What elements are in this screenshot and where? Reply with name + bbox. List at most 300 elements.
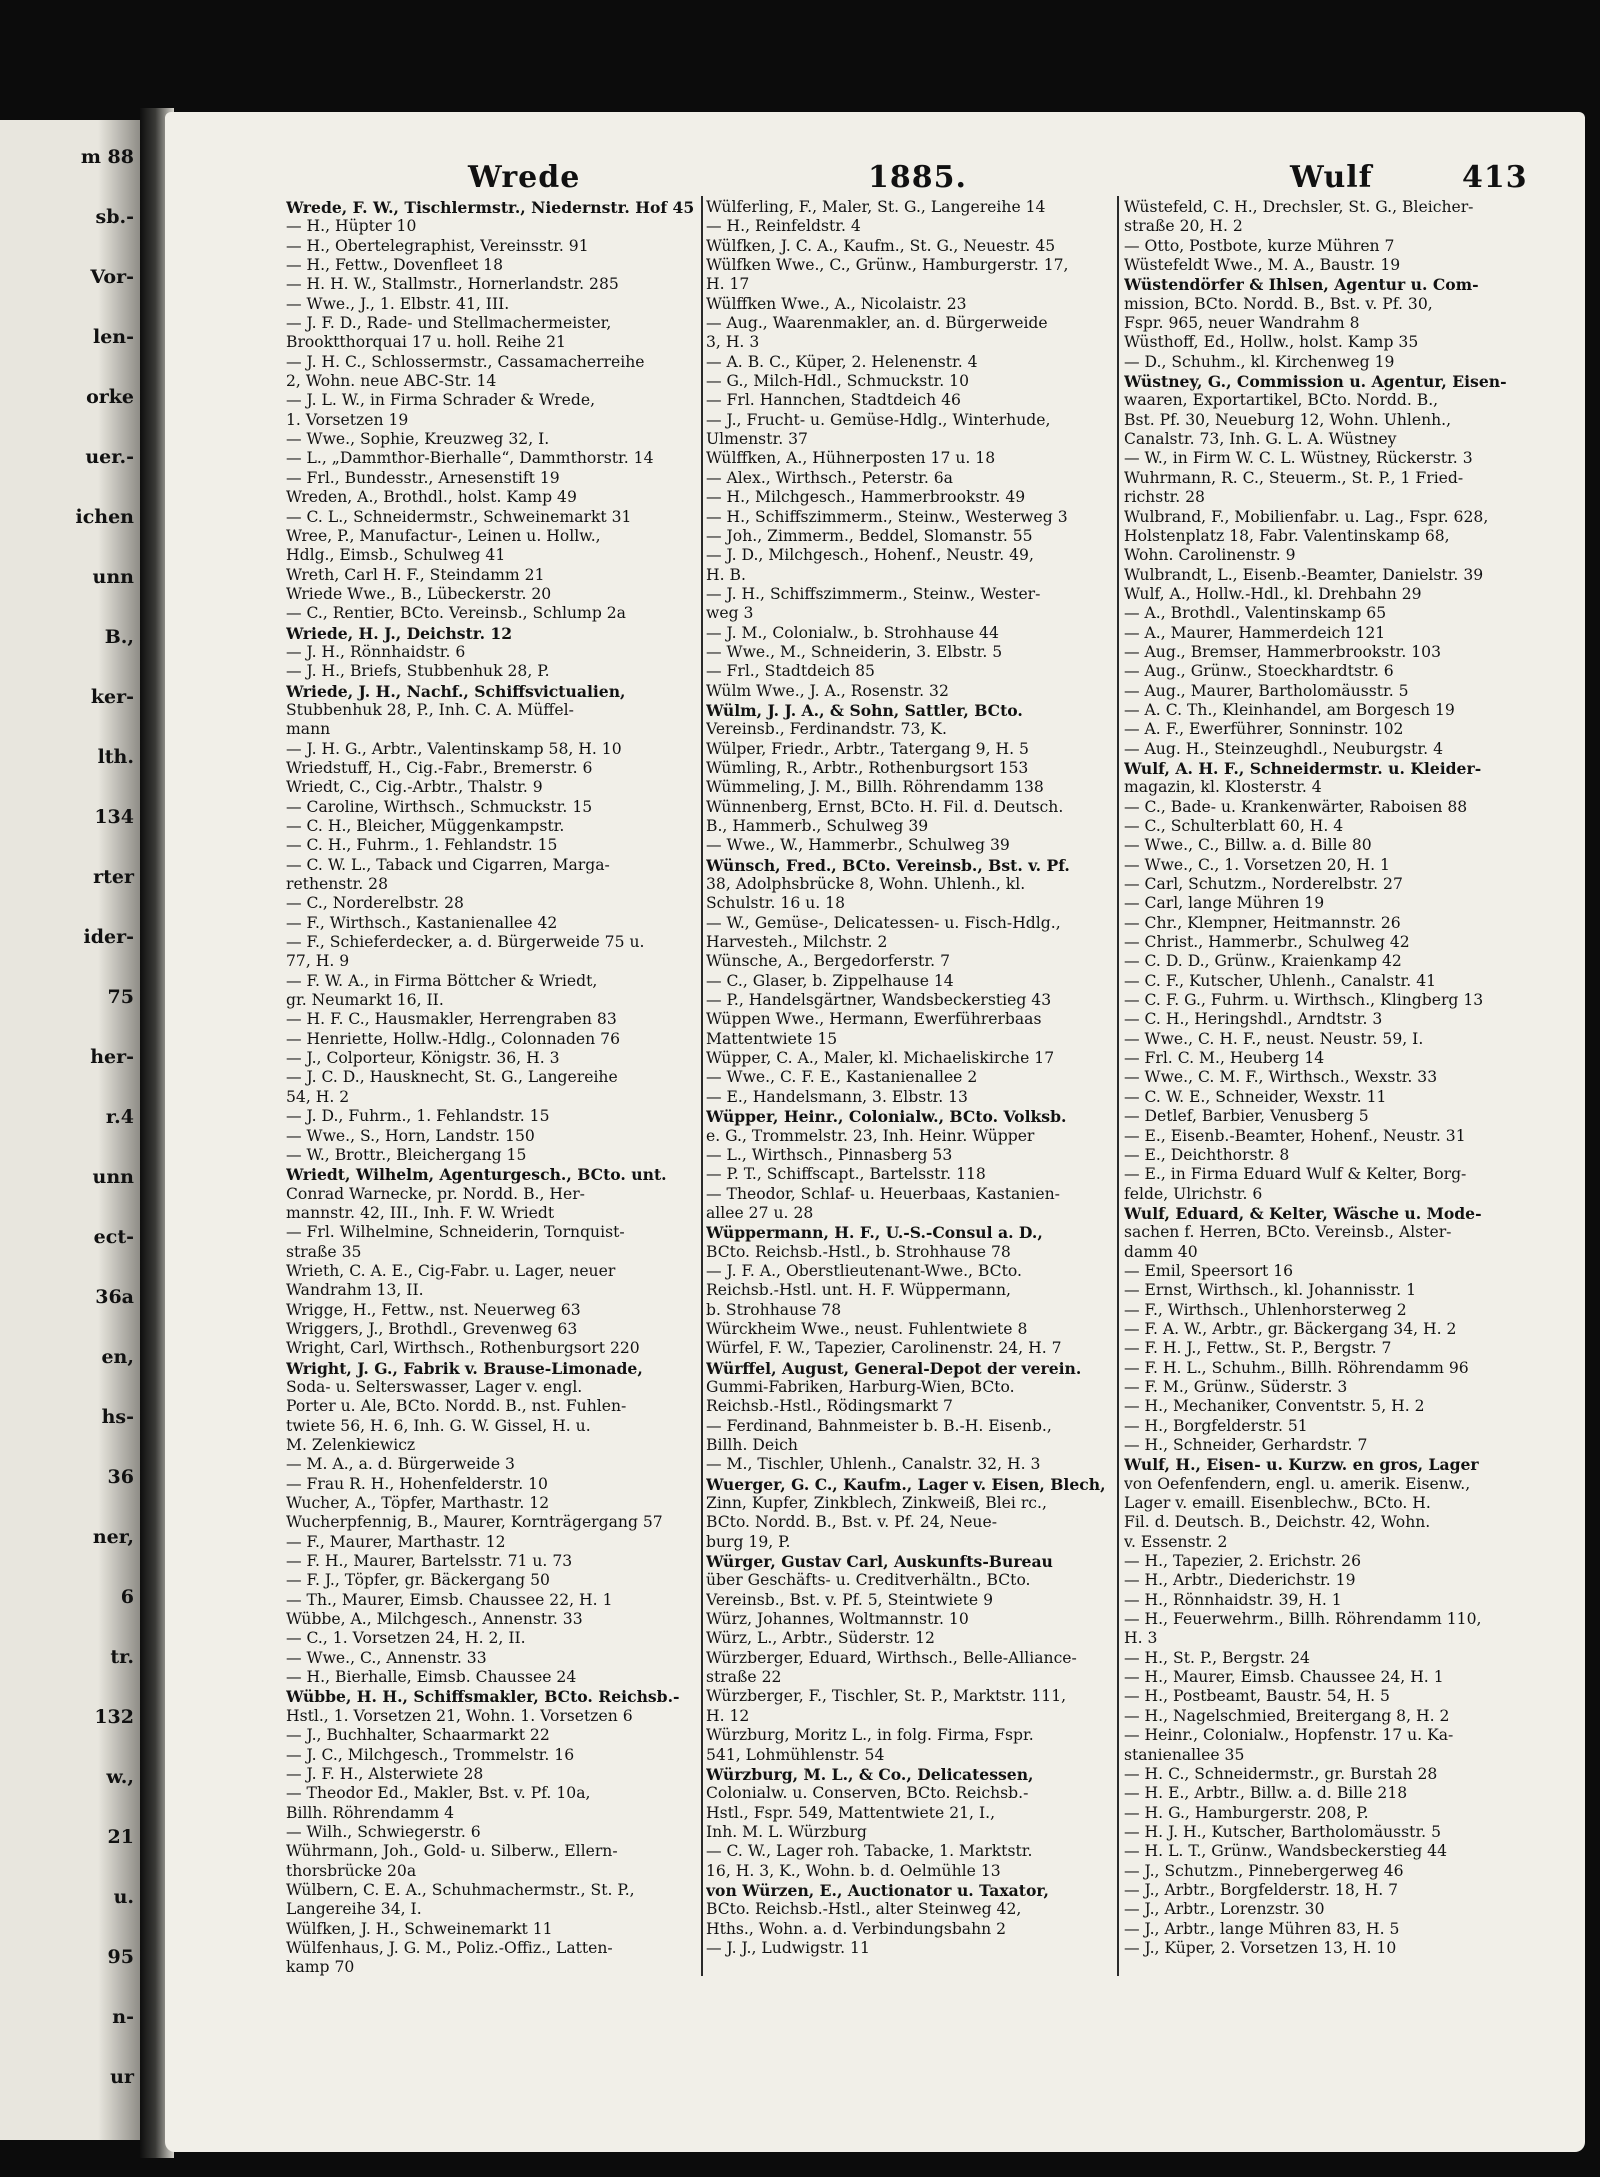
directory-entry-line: Wriedstuff, H., Cig.-Fabr., Bremerstr. 6: [286, 758, 593, 777]
directory-entry-line: Wülm Wwe., J. A., Rosenstr. 32: [706, 681, 949, 700]
directory-entry-line: Wülfken, J. H., Schweinemarkt 11: [286, 1919, 553, 1938]
directory-entry-line: — J., Buchhalter, Schaarmarkt 22: [286, 1726, 550, 1745]
directory-entry-line: Holstenplatz 18, Fabr. Valentinskamp 68,: [1124, 526, 1450, 545]
directory-entry-line: — F. W. A., in Firma Böttcher & Wriedt,: [286, 971, 598, 990]
directory-entry-line: Fil. d. Deutsch. B., Deichstr. 42, Wohn.: [1124, 1513, 1431, 1532]
directory-entry-line: — H., Maurer, Eimsb. Chaussee 24, H. 1: [1124, 1668, 1444, 1687]
directory-entry-line: Wüpper, C. A., Maler, kl. Michaeliskirche 17: [706, 1049, 1055, 1068]
directory-entry-line: — J., Arbtr., Lorenzstr. 30: [1124, 1900, 1325, 1919]
directory-entry-line: — Frl., Stadtdeich 85: [706, 662, 875, 681]
directory-entry-line: — C. W., Lager roh. Tabacke, 1. Marktstr.: [706, 1842, 1033, 1861]
directory-entry-line: Würzburg, Moritz L., in folg. Firma, Fspr.: [706, 1726, 1034, 1745]
left-page-edge: [0, 120, 140, 2140]
directory-entry-line: Würzberger, F., Tischler, St. P., Marktstr. 111,: [706, 1687, 1067, 1706]
directory-column-3: [1124, 198, 1536, 1958]
directory-entry-line: Wandrahm 13, II.: [286, 1281, 424, 1300]
directory-entry-line: e. G., Trommelstr. 23, Inh. Heinr. Wüpper: [706, 1126, 1035, 1145]
directory-entry-line: BCto. Reichsb.-Hstl., b. Strohhause 78: [706, 1242, 1011, 1261]
directory-entry-line: Porter u. Ale, BCto. Nordd. B., nst. Fuhlen-: [286, 1397, 627, 1416]
directory-entry-line: twiete 56, H. 6, Inh. G. W. Gissel, H. u.: [286, 1416, 591, 1435]
directory-entry-line: — H., St. P., Bergstr. 24: [1124, 1648, 1310, 1667]
directory-entry-line: Wulbrandt, L., Eisenb.-Beamter, Danielstr. 39: [1124, 565, 1484, 584]
directory-entry-line: — Frl. Wilhelmine, Schneiderin, Tornquist-: [286, 1223, 625, 1242]
directory-entry-line: allee 27 u. 28: [706, 1203, 814, 1222]
header-left-keyword: Wrede: [468, 160, 581, 195]
directory-entry-line: — H., Schneider, Gerhardstr. 7: [1124, 1436, 1368, 1454]
directory-entry-line: — H., Hüpter 10: [286, 217, 417, 236]
directory-entry-line: — A., Brothdl., Valentinskamp 65: [1124, 604, 1387, 623]
directory-entry-line: Wülfenhaus, J. G. M., Poliz.-Offiz., Latten-: [286, 1938, 613, 1957]
directory-entry-line: Wümling, R., Arbtr., Rothenburgsort 153: [706, 758, 1029, 777]
directory-entry-line: — F. M., Grünw., Süderstr. 3: [1124, 1377, 1348, 1396]
directory-entry-line: H. 12: [706, 1706, 750, 1725]
directory-entry-line: über Geschäfts- u. Creditverhältn., BCto.: [706, 1571, 1031, 1590]
directory-entry-line: Wright, Carl, Wirthsch., Rothenburgsort 220: [286, 1339, 640, 1358]
directory-entry-line: — C. L., Schneidermstr., Schweinemarkt 31: [286, 507, 632, 526]
directory-entry-line: — Wwe., C., Billw. a. d. Bille 80: [1124, 836, 1372, 855]
directory-entry-line: Wrieth, C. A. E., Cig-Fabr. u. Lager, neuer: [286, 1261, 616, 1280]
directory-entry-line: — W., in Firm W. C. L. Wüstney, Rückerstr. 3: [1124, 449, 1473, 468]
directory-entry-line: felde, Ulrichstr. 6: [1124, 1184, 1263, 1203]
directory-entry-line: rethenstr. 28: [286, 875, 389, 894]
directory-entry-line: — Frau R. H., Hohenfelderstr. 10: [286, 1474, 548, 1493]
directory-entry-line: mission, BCto. Nordd. B., Bst. v. Pf. 30,: [1124, 294, 1433, 313]
directory-entry-line: — Wwe., C. M. F., Wirthsch., Wexstr. 33: [1124, 1068, 1438, 1087]
directory-entry-line: burg 19, P.: [706, 1532, 791, 1551]
directory-entry-line: — Carl, lange Mühren 19: [1124, 894, 1325, 913]
directory-entry-line: — J. C., Milchgesch., Trommelstr. 16: [286, 1745, 575, 1764]
directory-entry-line: Wüppermann, H. F., U.-S.-Consul a. D.,: [706, 1223, 1043, 1243]
directory-entry-line: straße 20, H. 2: [1124, 217, 1243, 236]
directory-entry-line: Wüsthoff, Ed., Hollw., holst. Kamp 35: [1124, 333, 1419, 352]
directory-entry-line: Wührmann, Joh., Gold- u. Silberw., Ellern-: [286, 1842, 618, 1861]
directory-entry-line: Wulf, Eduard, & Kelter, Wäsche u. Mode-: [1124, 1203, 1482, 1223]
directory-entry-line: Harvesteh., Milchstr. 2: [706, 933, 888, 952]
directory-entry-line: — Detlef, Barbier, Venusberg 5: [1124, 1107, 1369, 1126]
directory-entry-line: — J. H., Briefs, Stubbenhuk 28, P.: [286, 662, 550, 681]
left-page-fragment: tr.: [110, 1646, 134, 1668]
directory-entry-line: — J., Arbtr., lange Mühren 83, H. 5: [1124, 1919, 1400, 1938]
directory-entry-line: — J., Küper, 2. Vorsetzen 13, H. 10: [1124, 1938, 1397, 1957]
directory-entry-line: Würz, L., Arbtr., Süderstr. 12: [706, 1629, 935, 1648]
left-page-fragment: r.4: [105, 1106, 134, 1128]
directory-entry-line: — Wwe., C. F. E., Kastanienallee 2: [706, 1068, 978, 1087]
directory-entry-line: — H., Feuerwehrm., Billh. Röhrendamm 110,: [1124, 1610, 1482, 1629]
directory-entry-line: — Ferdinand, Bahnmeister b. B.-H. Eisenb.,: [706, 1416, 1052, 1435]
directory-entry-line: — C. F., Kutscher, Uhlenh., Canalstr. 41: [1124, 971, 1437, 990]
directory-entry-line: 38, Adolphsbrücke 8, Wohn. Uhlenh., kl.: [706, 875, 1026, 894]
directory-entry-line: Wriede, H. J., Deichstr. 12: [286, 623, 513, 643]
directory-entry-line: — Aug., Maurer, Bartholomäusstr. 5: [1124, 681, 1409, 700]
left-page-fragment: 6: [120, 1586, 134, 1608]
directory-entry-line: v. Essenstr. 2: [1124, 1532, 1228, 1551]
directory-entry-line: Wülfken, J. C. A., Kaufm., St. G., Neuestr. 45: [706, 236, 1056, 255]
directory-entry-line: stanienallee 35: [1124, 1745, 1245, 1764]
directory-entry-line: Wriede Wwe., B., Lübeckerstr. 20: [286, 584, 552, 603]
directory-entry-line: Canalstr. 73, Inh. G. L. A. Wüstney: [1124, 430, 1397, 449]
left-page-fragment: n-: [112, 2006, 134, 2028]
left-page-fragment: 95: [107, 1946, 134, 1968]
directory-entry-line: Wübbe, H. H., Schiffsmakler, BCto. Reichsb.-: [286, 1687, 680, 1707]
directory-entry-line: waaren, Exportartikel, BCto. Nordd. B.,: [1124, 391, 1439, 410]
directory-entry-line: — H., Mechaniker, Conventstr. 5, H. 2: [1124, 1397, 1425, 1416]
directory-entry-line: — Caroline, Wirthsch., Schmuckstr. 15: [286, 797, 593, 816]
directory-entry-line: — H., Reinfeldstr. 4: [706, 217, 861, 236]
directory-entry-line: — A. F., Ewerführer, Sonninstr. 102: [1124, 720, 1404, 739]
directory-entry-line: — Emil, Speersort 16: [1124, 1261, 1294, 1280]
directory-entry-line: Würckheim Wwe., neust. Fuhlentwiete 8: [706, 1319, 1028, 1338]
directory-entry-line: — Aug. H., Steinzeughdl., Neuburgstr. 4: [1124, 739, 1444, 758]
left-page-fragment: 36a: [95, 1286, 134, 1308]
directory-entry-line: — L., „Dammthor-Bierhalle“, Dammthorstr. 14: [286, 449, 654, 468]
directory-entry-line: — J. F. D., Rade- und Stellmachermeister,: [286, 314, 612, 333]
column-rule: [1117, 196, 1119, 1976]
directory-entry-line: — L., Wirthsch., Pinnasberg 53: [706, 1145, 953, 1164]
directory-entry-line: — Wwe., C. H. F., neust. Neustr. 59, I.: [1124, 1029, 1424, 1048]
directory-entry-line: — C., Norderelbstr. 28: [286, 894, 464, 913]
directory-entry-line: — Frl. Hannchen, Stadtdeich 46: [706, 391, 961, 410]
directory-entry-line: Wuhrmann, R. C., Steuerm., St. P., 1 Fried-: [1124, 468, 1464, 487]
left-page-fragment: 132: [94, 1706, 134, 1728]
directory-entry-line: Wrede, F. W., Tischlermstr., Niedernstr. Hof 45: [286, 198, 695, 217]
left-page-fragment: ichen: [75, 506, 134, 528]
directory-entry-line: — Wilh., Schwiegerstr. 6: [286, 1822, 481, 1841]
directory-entry-line: — J. L. W., in Firma Schrader & Wrede,: [286, 391, 596, 410]
directory-entry-line: Colonialw. u. Conserven, BCto. Reichsb.-: [706, 1784, 1029, 1803]
directory-entry-line: — F., Wirthsch., Kastanienallee 42: [286, 913, 558, 932]
directory-column-1: [286, 198, 698, 1978]
directory-entry-line: — A. C. Th., Kleinhandel, am Borgesch 19: [1124, 700, 1455, 719]
directory-entry-line: — C. W. L., Taback und Cigarren, Marga-: [286, 855, 610, 874]
left-page-fragment: ider-: [83, 926, 134, 948]
directory-entry-line: Wüstendörfer & Ihlsen, Agentur u. Com-: [1124, 275, 1479, 295]
directory-entry-line: Würffel, August, General-Depot der verein.: [706, 1358, 1082, 1378]
directory-entry-line: — Aug., Bremser, Hammerbrookstr. 103: [1124, 642, 1442, 661]
directory-entry-line: straße 35: [286, 1242, 362, 1261]
left-page-fragment: sb.-: [95, 206, 134, 228]
directory-entry-line: Wülper, Friedr., Arbtr., Tatergang 9, H. 5: [706, 739, 1029, 758]
directory-entry-line: — Henriette, Hollw.-Hdlg., Colonnaden 76: [286, 1029, 621, 1048]
directory-entry-line: sachen f. Herren, BCto. Vereinsb., Alster-: [1124, 1223, 1452, 1242]
directory-entry-line: Wüppen Wwe., Hermann, Ewerführerbaas: [706, 1010, 1042, 1029]
directory-entry-line: — J. H. C., Schlossermstr., Cassamacherreihe: [286, 352, 645, 371]
left-page-fragment: B.,: [104, 626, 134, 648]
directory-entry-line: Wohn. Carolinenstr. 9: [1124, 546, 1296, 565]
directory-entry-line: Wree, P., Manufactur-, Leinen u. Hollw.,: [286, 526, 601, 545]
directory-entry-line: — Wwe., C., 1. Vorsetzen 20, H. 1: [1124, 855, 1390, 874]
directory-entry-line: Stubbenhuk 28, P., Inh. C. A. Müffel-: [286, 700, 574, 719]
directory-entry-line: Wriggers, J., Brothdl., Grevenweg 63: [286, 1319, 578, 1338]
directory-entry-line: — Alex., Wirthsch., Peterstr. 6a: [706, 468, 953, 487]
directory-entry-line: Hstl., Fspr. 549, Mattentwiete 21, I.,: [706, 1803, 996, 1822]
directory-entry-line: — F. H. J., Fettw., St. P., Bergstr. 7: [1124, 1339, 1392, 1358]
left-page-fragment: hs-: [101, 1406, 134, 1428]
directory-entry-line: 541, Lohmühlenstr. 54: [706, 1745, 885, 1764]
directory-entry-line: Wünnenberg, Ernst, BCto. H. Fil. d. Deutsch.: [706, 797, 1064, 816]
directory-entry-line: Würzberger, Eduard, Wirthsch., Belle-Alliance-: [706, 1648, 1077, 1667]
directory-entry-line: Wüpper, Heinr., Colonialw., BCto. Volksb.: [706, 1107, 1067, 1127]
directory-entry-line: Wüstefeld, C. H., Drechsler, St. G., Bleicher-: [1124, 198, 1474, 216]
directory-entry-line: — Heinr., Colonialw., Hopfenstr. 17 u. Ka-: [1124, 1726, 1454, 1745]
directory-entry-line: — A., Maurer, Hammerdeich 121: [1124, 623, 1386, 642]
directory-entry-line: — C. H., Fuhrm., 1. Fehlandstr. 15: [286, 836, 558, 855]
directory-entry-line: Fspr. 965, neuer Wandrahm 8: [1124, 314, 1360, 333]
directory-entry-line: — E., Eisenb.-Beamter, Hohenf., Neustr. 31: [1124, 1126, 1466, 1145]
directory-entry-line: 77, H. 9: [286, 952, 350, 971]
directory-entry-line: Wülferling, F., Maler, St. G., Langereihe 14: [706, 198, 1046, 216]
directory-entry-line: — Chr., Klempner, Heitmannstr. 26: [1124, 913, 1401, 932]
directory-entry-line: Würz, Johannes, Woltmannstr. 10: [706, 1610, 969, 1629]
directory-entry-line: Billh. Röhrendamm 4: [286, 1803, 455, 1822]
directory-entry-line: B., Hammerb., Schulweg 39: [706, 817, 929, 835]
directory-entry-line: Würfel, F. W., Tapezier, Carolinenstr. 24, H. 7: [706, 1339, 1062, 1358]
directory-entry-line: — F., Maurer, Marthastr. 12: [286, 1532, 506, 1551]
directory-entry-line: — Theodor Ed., Makler, Bst. v. Pf. 10a,: [286, 1784, 591, 1803]
directory-entry-line: Würger, Gustav Carl, Auskunfts-Bureau: [706, 1552, 1053, 1572]
directory-entry-line: — J., Frucht- u. Gemüse-Hdlg., Winterhude,: [706, 410, 1051, 429]
directory-entry-line: — Aug., Grünw., Stoeckhardtstr. 6: [1124, 662, 1394, 681]
directory-entry-line: 16, H. 3, K., Wohn. b. d. Oelmühle 13: [706, 1861, 1001, 1880]
directory-entry-line: Wülffken Wwe., A., Nicolaistr. 23: [706, 294, 967, 313]
directory-entry-line: — C. H., Bleicher, Müggenkampstr.: [286, 817, 565, 835]
directory-entry-line: — Frl. C. M., Heuberg 14: [1124, 1049, 1325, 1068]
directory-entry-line: — H. F. C., Hausmakler, Herrengraben 83: [286, 1010, 617, 1029]
left-page-fragment: her-: [90, 1046, 134, 1068]
left-page-fragment: 21: [107, 1826, 134, 1848]
directory-entry-line: — C. F. G., Fuhrm. u. Wirthsch., Klingberg 13: [1124, 991, 1484, 1010]
directory-entry-line: — P. T., Schiffscapt., Bartelsstr. 118: [706, 1165, 986, 1184]
directory-entry-line: — P., Handelsgärtner, Wandsbeckerstieg 43: [706, 991, 1052, 1010]
directory-entry-line: Wünsch, Fred., BCto. Vereinsb., Bst. v. Pf.: [706, 855, 1070, 875]
directory-entry-line: M. Zelenkiewicz: [286, 1436, 416, 1454]
directory-entry-line: Wreth, Carl H. F., Steindamm 21: [286, 565, 545, 584]
directory-entry-line: — J. H., Schiffszimmerm., Steinw., Wester-: [706, 584, 1041, 603]
directory-entry-line: — H., Postbeamt, Baustr. 54, H. 5: [1124, 1687, 1390, 1706]
left-page-fragment: ker-: [90, 686, 134, 708]
directory-entry-line: Wuerger, G. C., Kaufm., Lager v. Eisen, Blech,: [706, 1474, 1106, 1494]
directory-entry-line: — Wwe., M., Schneiderin, 3. Elbstr. 5: [706, 642, 1003, 661]
directory-entry-line: — Ernst, Wirthsch., kl. Johannisstr. 1: [1124, 1281, 1417, 1300]
directory-entry-line: — C., Bade- u. Krankenwärter, Raboisen 88: [1124, 797, 1468, 816]
directory-entry-line: — J., Arbtr., Borgfelderstr. 18, H. 7: [1124, 1880, 1399, 1899]
directory-entry-line: Wulf, A. H. F., Schneidermstr. u. Kleider-: [1124, 758, 1482, 778]
header-year: 1885.: [868, 160, 967, 195]
directory-entry-line: — H., Obertelegraphist, Vereinsstr. 91: [286, 236, 589, 255]
directory-entry-line: — E., in Firma Eduard Wulf & Kelter, Borg-: [1124, 1165, 1467, 1184]
directory-entry-line: Gummi-Fabriken, Harburg-Wien, BCto.: [706, 1377, 1015, 1396]
directory-entry-line: — C., Schulterblatt 60, H. 4: [1124, 817, 1344, 835]
directory-entry-line: Lager v. emaill. Eisenblechw., BCto. H.: [1124, 1494, 1431, 1513]
directory-entry-line: — J. F. H., Alsterwiete 28: [286, 1764, 484, 1783]
directory-entry-line: — Frl., Bundesstr., Arnesenstift 19: [286, 468, 560, 487]
directory-entry-line: b. Strohhause 78: [706, 1300, 842, 1319]
directory-entry-line: Inh. M. L. Würzburg: [706, 1822, 867, 1841]
directory-entry-line: — H., Milchgesch., Hammerbrookstr. 49: [706, 488, 1026, 507]
directory-entry-line: — J. D., Fuhrm., 1. Fehlandstr. 15: [286, 1107, 550, 1126]
directory-entry-line: Langereihe 34, I.: [286, 1900, 422, 1919]
directory-entry-line: Hdlg., Eimsb., Schulweg 41: [286, 546, 506, 565]
directory-entry-line: Bst. Pf. 30, Neueburg 12, Wohn. Uhlenh.,: [1124, 410, 1452, 429]
directory-entry-line: von Würzen, E., Auctionator u. Taxator,: [706, 1880, 1049, 1900]
directory-entry-line: Reichsb.-Hstl. unt. H. F. Wüppermann,: [706, 1281, 1012, 1300]
directory-entry-line: — J., Schutzm., Pinnebergerweg 46: [1124, 1861, 1404, 1880]
directory-entry-line: — C. H., Heringshdl., Arndtstr. 3: [1124, 1010, 1383, 1029]
directory-entry-line: — F., Schieferdecker, a. d. Bürgerweide 75 u.: [286, 933, 645, 952]
directory-entry-line: — C. W. E., Schneider, Wexstr. 11: [1124, 1087, 1387, 1106]
directory-entry-line: Hstl., 1. Vorsetzen 21, Wohn. 1. Vorsetzen 6: [286, 1706, 633, 1725]
left-page-fragment: m 88: [80, 146, 134, 168]
left-page-fragment: uer.-: [85, 446, 134, 468]
directory-entry-line: — H., Nagelschmied, Breitergang 8, H. 2: [1124, 1706, 1450, 1725]
directory-entry-line: Wriede, J. H., Nachf., Schiffsvictualien,: [286, 681, 626, 701]
directory-entry-line: Reichsb.-Hstl., Rödingsmarkt 7: [706, 1397, 953, 1416]
directory-entry-line: Wülfken Wwe., C., Grünw., Hamburgerstr. 17,: [706, 256, 1069, 275]
directory-entry-line: — Th., Maurer, Eimsb. Chaussee 22, H. 1: [286, 1590, 613, 1609]
directory-entry-line: Wucher, A., Töpfer, Marthastr. 12: [286, 1494, 550, 1513]
directory-entry-line: Wümmeling, J. M., Billh. Röhrendamm 138: [706, 778, 1044, 797]
directory-entry-line: Zinn, Kupfer, Zinkblech, Zinkweiß, Blei rc.,: [706, 1494, 1047, 1513]
directory-entry-line: — Joh., Zimmerm., Beddel, Slomanstr. 55: [706, 526, 1033, 545]
directory-entry-line: — J. M., Colonialw., b. Strohhause 44: [706, 623, 999, 642]
directory-entry-line: — C., Rentier, BCto. Vereinsb., Schlump 2a: [286, 604, 626, 623]
directory-entry-line: — F. A. W., Arbtr., gr. Bäckergang 34, H. 2: [1124, 1319, 1457, 1338]
left-page-fragment: orke: [86, 386, 134, 408]
directory-entry-line: — Wwe., J., 1. Elbstr. 41, III.: [286, 294, 510, 313]
directory-entry-line: Schulstr. 16 u. 18: [706, 894, 846, 913]
directory-entry-line: — W., Brottr., Bleichergang 15: [286, 1145, 527, 1164]
column-rule: [701, 196, 703, 1976]
directory-entry-line: Wüstney, G., Commission u. Agentur, Eisen-: [1124, 372, 1507, 392]
directory-entry-line: — C., Glaser, b. Zippelhause 14: [706, 971, 954, 990]
directory-entry-line: — M. A., a. d. Bürgerweide 3: [286, 1455, 515, 1474]
directory-entry-line: — Aug., Waarenmakler, an. d. Bürgerweide: [706, 314, 1048, 333]
directory-entry-line: BCto. Nordd. B., Bst. v. Pf. 24, Neue-: [706, 1513, 997, 1532]
left-page-fragment: unn: [92, 566, 134, 588]
directory-entry-line: Wulbrand, F., Mobilienfabr. u. Lag., Fspr. 628,: [1124, 507, 1489, 526]
directory-entry-line: 54, H. 2: [286, 1087, 350, 1106]
directory-entry-line: — Carl, Schutzm., Norderelbstr. 27: [1124, 875, 1403, 894]
directory-entry-line: richstr. 28: [1124, 488, 1205, 507]
left-page-fragment: unn: [92, 1166, 134, 1188]
left-page-fragment: Vor-: [90, 266, 134, 288]
directory-entry-line: — J. D., Milchgesch., Hohenf., Neustr. 49,: [706, 546, 1034, 565]
directory-entry-line: Würzburg, M. L., & Co., Delicatessen,: [706, 1764, 1034, 1784]
directory-entry-line: mann: [286, 720, 331, 739]
directory-entry-line: — Wwe., S., Horn, Landstr. 150: [286, 1126, 535, 1145]
directory-entry-line: weg 3: [706, 604, 754, 623]
directory-entry-line: Wülffken, A., Hühnerposten 17 u. 18: [706, 449, 996, 468]
directory-entry-line: — H. G., Hamburgerstr. 208, P.: [1124, 1803, 1369, 1822]
directory-entry-line: — H. C., Schneidermstr., gr. Burstah 28: [1124, 1764, 1438, 1783]
page-number: 413: [1462, 160, 1528, 195]
directory-entry-line: — F. H. L., Schuhm., Billh. Röhrendamm 96: [1124, 1358, 1469, 1377]
directory-entry-line: — E., Handelsmann, 3. Elbstr. 13: [706, 1087, 968, 1106]
directory-entry-line: von Oefenfendern, engl. u. amerik. Eisenw.,: [1124, 1474, 1471, 1493]
directory-entry-line: 1. Vorsetzen 19: [286, 410, 409, 429]
directory-entry-line: — H. J. H., Kutscher, Bartholomäusstr. 5: [1124, 1822, 1442, 1841]
directory-entry-line: Wrigge, H., Fettw., nst. Neuerweg 63: [286, 1300, 581, 1319]
directory-entry-line: — H., Schiffszimmerm., Steinw., Westerweg 3: [706, 507, 1068, 526]
left-page-fragment: 36: [107, 1466, 134, 1488]
directory-entry-line: H. 17: [706, 275, 750, 294]
directory-entry-line: BCto. Reichsb.-Hstl., alter Steinweg 42,: [706, 1900, 1022, 1919]
directory-entry-line: — F. H., Maurer, Bartelsstr. 71 u. 73: [286, 1552, 573, 1571]
directory-entry-line: — Wwe., Sophie, Kreuzweg 32, I.: [286, 430, 550, 449]
directory-entry-line: 2, Wohn. neue ABC-Str. 14: [286, 372, 497, 391]
directory-entry-line: thorsbrücke 20a: [286, 1861, 417, 1880]
directory-entry-line: Wülm, J. J. A., & Sohn, Sattler, BCto.: [706, 700, 1023, 720]
directory-entry-line: Wriedt, Wilhelm, Agenturgesch., BCto. unt.: [286, 1165, 667, 1185]
directory-entry-line: — W., Gemüse-, Delicatessen- u. Fisch-Hdlg.,: [706, 913, 1061, 932]
left-page-fragment: 75: [107, 986, 134, 1008]
left-page-fragment: 134: [94, 806, 134, 828]
directory-entry-line: — C., 1. Vorsetzen 24, H. 2, II.: [286, 1629, 526, 1648]
directory-entry-line: mannstr. 42, III., Inh. F. W. Wriedt: [286, 1203, 555, 1222]
left-page-fragment: w.,: [106, 1766, 134, 1788]
directory-entry-line: Wülbern, C. E. A., Schuhmachermstr., St. P.,: [286, 1880, 635, 1899]
directory-entry-line: damm 40: [1124, 1242, 1198, 1261]
directory-entry-line: — H. H. W., Stallmstr., Hornerlandstr. 285: [286, 275, 619, 294]
directory-entry-line: H. 3: [1124, 1629, 1158, 1648]
directory-entry-line: Wriedt, C., Cig.-Arbtr., Thalstr. 9: [286, 778, 543, 797]
directory-entry-line: Billh. Deich: [706, 1436, 798, 1454]
left-page-fragment: en,: [101, 1346, 134, 1368]
directory-entry-line: Hths., Wohn. a. d. Verbindungsbahn 2: [706, 1919, 1007, 1938]
directory-entry-line: — Wwe., C., Annenstr. 33: [286, 1648, 487, 1667]
directory-entry-line: — H., Rönnhaidstr. 39, H. 1: [1124, 1590, 1342, 1609]
directory-entry-line: — J. F. A., Oberstlieutenant-Wwe., BCto.: [706, 1261, 1022, 1280]
directory-entry-line: Soda- u. Selterswasser, Lager v. engl.: [286, 1377, 583, 1396]
directory-entry-line: — G., Milch-Hdl., Schmuckstr. 10: [706, 372, 969, 391]
directory-entry-line: 3, H. 3: [706, 333, 760, 352]
directory-entry-line: — H., Fettw., Dovenfleet 18: [286, 256, 504, 275]
directory-entry-line: — H., Bierhalle, Eimsb. Chaussee 24: [286, 1668, 577, 1687]
directory-entry-line: Wright, J. G., Fabrik v. Brause-Limonade,: [286, 1358, 643, 1378]
directory-entry-line: — H., Arbtr., Diederichstr. 19: [1124, 1571, 1356, 1590]
directory-entry-line: — Wwe., W., Hammerbr., Schulweg 39: [706, 836, 1010, 855]
directory-entry-line: — Otto, Postbote, kurze Mühren 7: [1124, 236, 1395, 255]
directory-entry-line: — J. H. G., Arbtr., Valentinskamp 58, H. 10: [286, 739, 622, 758]
directory-entry-line: — Christ., Hammerbr., Schulweg 42: [1124, 933, 1410, 952]
directory-entry-line: — F., Wirthsch., Uhlenhorsterweg 2: [1124, 1300, 1407, 1319]
left-page-fragment: ect-: [93, 1226, 134, 1248]
directory-entry-line: Wübbe, A., Milchgesch., Annenstr. 33: [286, 1610, 583, 1629]
directory-entry-line: — M., Tischler, Uhlenh., Canalstr. 32, H. 3: [706, 1455, 1041, 1474]
directory-entry-line: Wüstefeldt Wwe., M. A., Baustr. 19: [1124, 256, 1401, 275]
left-page-fragment: lth.: [97, 746, 134, 768]
directory-entry-line: Vereinsb., Ferdinandstr. 73, K.: [706, 720, 947, 739]
directory-entry-line: Wulf, A., Hollw.-Hdl., kl. Drehbahn 29: [1124, 584, 1422, 603]
left-page-fragment: ur: [110, 2066, 134, 2088]
directory-entry-line: — F. J., Töpfer, gr. Bäckergang 50: [286, 1571, 550, 1590]
left-page-fragment: len-: [92, 326, 134, 348]
directory-entry-line: — J. J., Ludwigstr. 11: [706, 1938, 870, 1957]
directory-entry-line: Brooktthorquai 17 u. holl. Reihe 21: [286, 333, 566, 352]
directory-column-2: [706, 198, 1110, 1978]
directory-entry-line: — C. D. D., Grünw., Kraienkamp 42: [1124, 952, 1402, 971]
directory-entry-line: Wünsche, A., Bergedorferstr. 7: [706, 952, 951, 971]
directory-entry-line: Ulmenstr. 37: [706, 430, 808, 449]
directory-entry-line: — H., Tapezier, 2. Erichstr. 26: [1124, 1552, 1362, 1571]
directory-entry-line: — H. E., Arbtr., Billw. a. d. Bille 218: [1124, 1784, 1408, 1803]
directory-entry-line: Wucherpfennig, B., Maurer, Kornträgergang 57: [286, 1513, 663, 1532]
left-page-fragment: ner,: [92, 1526, 134, 1548]
directory-entry-line: Mattentwiete 15: [706, 1029, 838, 1048]
directory-entry-line: kamp 70: [286, 1958, 355, 1977]
directory-entry-line: — H. L. T., Grünw., Wandsbeckerstieg 44: [1124, 1842, 1448, 1861]
header-right-keyword: Wulf: [1290, 160, 1373, 195]
directory-entry-line: — J. H., Rönnhaidstr. 6: [286, 642, 466, 661]
